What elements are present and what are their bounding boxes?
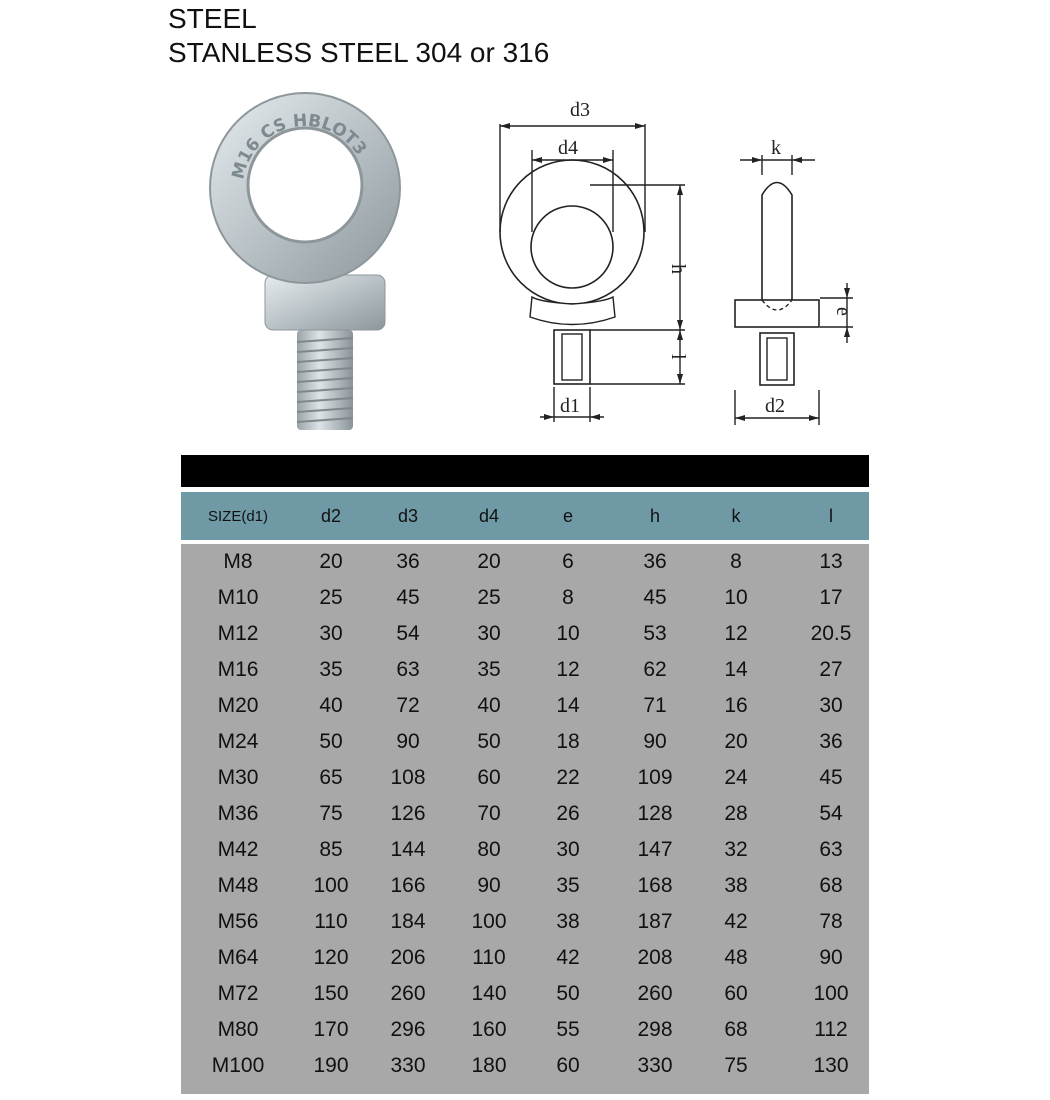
cell-size: M80 (217, 1018, 259, 1041)
table-row (181, 976, 869, 1012)
cell-d2: 20 (319, 550, 343, 573)
cell-k: 38 (724, 874, 748, 897)
cell-d4: 25 (477, 586, 501, 609)
cell-e: 50 (556, 982, 580, 1005)
table-row (181, 616, 869, 652)
cell-d3: 330 (390, 1054, 426, 1077)
cell-h: 168 (637, 874, 673, 897)
cell-d2: 35 (319, 658, 343, 681)
header-e: e (562, 506, 574, 526)
cell-d3: 63 (396, 658, 420, 681)
cell-d2: 75 (319, 802, 343, 825)
cell-l: 17 (819, 586, 843, 609)
cell-d2: 150 (313, 982, 349, 1005)
cell-d2: 170 (313, 1018, 349, 1041)
cell-d3: 36 (396, 550, 420, 573)
header-h: h (649, 506, 661, 526)
label-k: k (771, 137, 781, 159)
cell-l: 20.5 (810, 622, 852, 645)
cell-d3: 206 (390, 946, 426, 969)
cell-e: 18 (556, 730, 580, 753)
cell-l: 112 (814, 1018, 848, 1041)
header-k: k (731, 506, 741, 526)
cell-k: 12 (724, 622, 748, 645)
cell-size: M48 (217, 874, 259, 897)
cell-e: 12 (556, 658, 580, 681)
cell-size: M56 (217, 910, 259, 933)
cell-d4: 40 (477, 694, 501, 717)
cell-d4: 100 (471, 910, 507, 933)
material-line-stainless: STANLESS STEEL 304 or 316 (168, 37, 550, 68)
table-row (181, 832, 869, 868)
cell-h: 90 (643, 730, 667, 753)
cell-d3: 54 (396, 622, 420, 645)
front-view-drawing (490, 92, 690, 432)
cell-l: 63 (819, 838, 843, 861)
cell-e: 22 (556, 766, 580, 789)
header-d3: d3 (397, 506, 419, 526)
cell-d3: 144 (390, 838, 426, 861)
cell-e: 26 (556, 802, 580, 825)
cell-d4: 60 (477, 766, 501, 789)
cell-d3: 126 (390, 802, 426, 825)
cell-d4: 20 (477, 550, 501, 573)
table-row (181, 868, 869, 904)
cell-d4: 70 (477, 802, 501, 825)
cell-d2: 65 (319, 766, 343, 789)
table-row (181, 652, 869, 688)
cell-d2: 110 (314, 910, 348, 933)
cell-h: 128 (637, 802, 673, 825)
table-row (181, 904, 869, 940)
cell-d3: 166 (390, 874, 426, 897)
table-row (181, 1012, 869, 1048)
cell-d2: 190 (313, 1054, 349, 1077)
cell-k: 75 (724, 1054, 748, 1077)
cell-k: 48 (724, 946, 748, 969)
cell-e: 14 (556, 694, 580, 717)
cell-h: 147 (637, 838, 673, 861)
cell-d2: 25 (319, 586, 343, 609)
cell-e: 10 (556, 622, 580, 645)
cell-l: 36 (819, 730, 843, 753)
cell-k: 20 (724, 730, 748, 753)
cell-d3: 72 (396, 694, 420, 717)
cell-d2: 50 (319, 730, 343, 753)
table-top-bar (181, 455, 869, 487)
header-l: l (829, 506, 833, 526)
cell-size: M36 (217, 802, 259, 825)
cell-l: 54 (819, 802, 843, 825)
cell-l: 45 (819, 766, 843, 789)
cell-l: 90 (819, 946, 843, 969)
cell-size: M24 (217, 730, 259, 753)
cell-d4: 30 (477, 622, 501, 645)
spec-table-body (181, 544, 869, 1094)
cell-size: M30 (217, 766, 259, 789)
cell-h: 298 (637, 1018, 673, 1041)
cell-size: M20 (217, 694, 259, 717)
cell-size: M8 (223, 550, 253, 573)
cell-d4: 140 (471, 982, 507, 1005)
table-row (181, 544, 869, 580)
table-row (181, 760, 869, 796)
cell-d2: 85 (319, 838, 343, 861)
cell-l: 13 (819, 550, 843, 573)
cell-d3: 90 (396, 730, 420, 753)
cell-l: 78 (819, 910, 843, 933)
cell-h: 208 (637, 946, 673, 969)
cell-k: 32 (724, 838, 748, 861)
table-row (181, 1048, 869, 1084)
cell-h: 187 (637, 910, 673, 933)
cell-d2: 120 (313, 946, 349, 969)
cell-h: 109 (637, 766, 673, 789)
cell-l: 68 (819, 874, 843, 897)
label-d4: d4 (558, 137, 578, 159)
cell-h: 45 (643, 586, 667, 609)
cell-d3: 296 (390, 1018, 426, 1041)
cell-d3: 184 (390, 910, 426, 933)
cell-d4: 80 (477, 838, 501, 861)
label-e: e (832, 307, 854, 316)
header-size: SIZE(d1) (207, 508, 269, 525)
cell-d3: 108 (390, 766, 426, 789)
cell-d2: 100 (313, 874, 349, 897)
cell-size: M12 (217, 622, 259, 645)
cell-d4: 90 (477, 874, 501, 897)
cell-h: 53 (643, 622, 667, 645)
cell-h: 71 (643, 694, 667, 717)
photo-embossed-text: M16 CS HBLOT3 (228, 110, 371, 182)
cell-e: 8 (562, 586, 574, 609)
cell-k: 10 (724, 586, 748, 609)
cell-l: 30 (819, 694, 843, 717)
eye-bolt-photo (205, 80, 405, 440)
cell-size: M64 (217, 946, 259, 969)
label-h: h (667, 264, 689, 274)
cell-e: 6 (562, 550, 574, 573)
table-row (181, 724, 869, 760)
cell-k: 8 (730, 550, 742, 573)
side-view-drawing (725, 135, 865, 435)
material-heading (168, 2, 549, 70)
cell-k: 16 (724, 694, 748, 717)
material-line-steel: STEEL (168, 3, 257, 34)
cell-h: 62 (643, 658, 667, 681)
label-l: l (667, 354, 689, 360)
cell-h: 330 (637, 1054, 673, 1077)
cell-l: 130 (813, 1054, 849, 1077)
cell-e: 42 (556, 946, 580, 969)
table-row (181, 796, 869, 832)
table-row (181, 580, 869, 616)
cell-e: 35 (556, 874, 580, 897)
cell-d3: 260 (390, 982, 426, 1005)
cell-e: 55 (556, 1018, 580, 1041)
table-row (181, 940, 869, 976)
cell-d4: 35 (477, 658, 501, 681)
header-d2: d2 (320, 506, 342, 526)
cell-size: M16 (217, 658, 259, 681)
cell-size: M72 (217, 982, 259, 1005)
cell-l: 100 (813, 982, 849, 1005)
cell-d3: 45 (396, 586, 420, 609)
label-d3: d3 (570, 99, 590, 121)
cell-size: M10 (217, 586, 259, 609)
cell-k: 24 (724, 766, 748, 789)
cell-d4: 160 (471, 1018, 507, 1041)
cell-k: 14 (724, 658, 748, 681)
cell-h: 36 (643, 550, 667, 573)
cell-d2: 30 (319, 622, 343, 645)
cell-l: 27 (819, 658, 843, 681)
cell-d2: 40 (319, 694, 343, 717)
cell-k: 28 (724, 802, 748, 825)
cell-e: 60 (556, 1054, 580, 1077)
cell-e: 30 (556, 838, 580, 861)
cell-d4: 180 (471, 1054, 507, 1077)
label-d1: d1 (560, 395, 580, 417)
cell-k: 60 (724, 982, 748, 1005)
table-row (181, 688, 869, 724)
cell-d4: 110 (472, 946, 506, 969)
cell-d4: 50 (477, 730, 501, 753)
cell-k: 42 (724, 910, 748, 933)
cell-size: M42 (217, 838, 259, 861)
cell-k: 68 (724, 1018, 748, 1041)
cell-h: 260 (637, 982, 673, 1005)
header-d4: d4 (478, 506, 500, 526)
label-d2: d2 (765, 395, 785, 417)
table-header (181, 492, 869, 540)
cell-e: 38 (556, 910, 580, 933)
cell-size: M100 (211, 1054, 265, 1077)
